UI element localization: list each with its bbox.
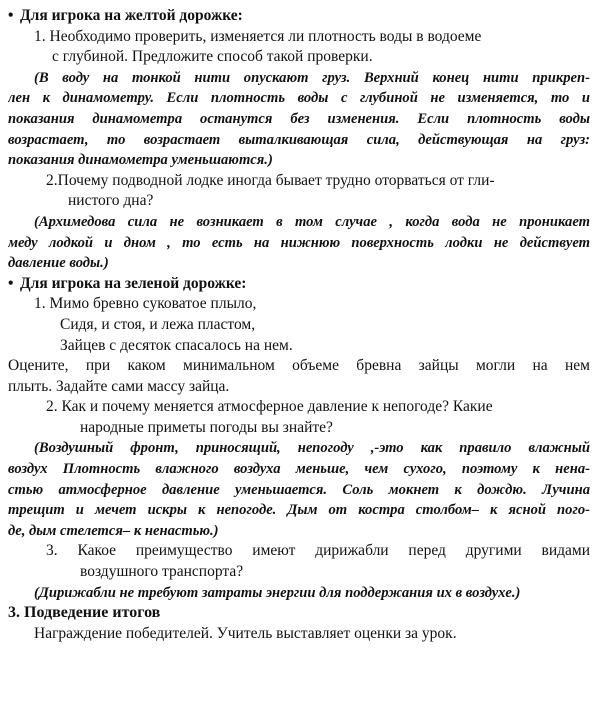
- green-a2-line-2: воздух Плотность влажного воздуха меньше, чем сухого, поэтому к нена-: [8, 461, 590, 478]
- yellow-a1-line-5: показания динамометра уменьшаются.): [8, 152, 273, 169]
- bullet-icon: •: [8, 274, 14, 292]
- section-3-heading: 3. Подведение итогов: [8, 604, 161, 622]
- green-q2-line-2: народные приметы погоды вы знайте?: [80, 418, 333, 436]
- green-heading: • Для игрока на зеленой дорожке:: [8, 274, 590, 295]
- green-a2-line-4: трещит и мечет искры к непогоде. Дым от костра столбом– к ясной пого-: [8, 502, 590, 519]
- green-q2-line-1: 2. Как и почему меняется атмосферное давление к непогоде? Какие: [46, 398, 493, 416]
- section-3-text: Награждение победителей. Учитель выставляет оценки за урок.: [34, 624, 457, 642]
- green-task-line-1: Оцените, при каком минимальном объеме бревна зайцы могли на нем: [8, 357, 590, 375]
- green-a2-line-5: де, дым стелется– к ненастью.): [8, 522, 219, 539]
- green-poem-line-3: Зайцев с десяток спасалось на нем.: [60, 336, 293, 354]
- yellow-a2-line-3: давление воды.): [8, 255, 109, 272]
- yellow-a1-line-1: (В воду на тонкой нити опускают груз. Верхний конец нити прикреп-: [34, 69, 590, 86]
- yellow-a2-line-1: (Архимедова сила не возникает в том случае , когда вода не проникает: [34, 213, 590, 230]
- yellow-a1-line-2: лен к динамометру. Если плотность воды с глубиной не изменяется, то и: [8, 90, 590, 107]
- yellow-heading: • Для игрока на желтой дорожке:: [8, 6, 590, 27]
- green-q3-line-2: воздушного транспорта?: [80, 563, 244, 581]
- green-q3-line-1: 3. Какое преимущество имеют дирижабли перед другими видами: [46, 542, 590, 560]
- green-poem-line-1: 1. Мимо бревно суковатое плыло,: [34, 295, 257, 313]
- green-a2-line-3: стью атмосферное давление уменьшается. Соль мокнет к дождю. Лучина: [8, 481, 590, 498]
- yellow-q1-line-2: с глубиной. Предложите способ такой проверки.: [52, 48, 373, 66]
- yellow-a1-line-4: возрастает, то возрастает выталкивающая сила, действующая на груз:: [8, 131, 590, 148]
- green-a2-line-1: (Воздушный фронт, приносящий, непогоду ,-это как правило влажный: [34, 440, 590, 457]
- green-poem-line-2: Сидя, и стоя, и лежа пластом,: [60, 315, 256, 333]
- yellow-q2-line-1: 2.Почему подводной лодке иногда бывает трудно оторваться от гли-: [46, 171, 495, 189]
- yellow-q2-line-2: нистого дна?: [68, 192, 154, 210]
- green-task-line-2: плыть. Задайте сами массу зайца.: [8, 377, 230, 395]
- green-a3: (Дирижабли не требуют затраты энергии для поддержания их в воздухе.): [34, 584, 521, 601]
- yellow-a1-line-3: показания динамометра останутся без изменения. Если плотность воды: [8, 110, 590, 127]
- yellow-q1-line-1: 1. Необходимо проверить, изменяется ли плотность воды в водоеме: [34, 27, 482, 45]
- bullet-icon: •: [8, 7, 14, 24]
- yellow-a2-line-2: меду лодкой и дном , то есть на нижнюю поверхность лодки не действует: [8, 234, 590, 251]
